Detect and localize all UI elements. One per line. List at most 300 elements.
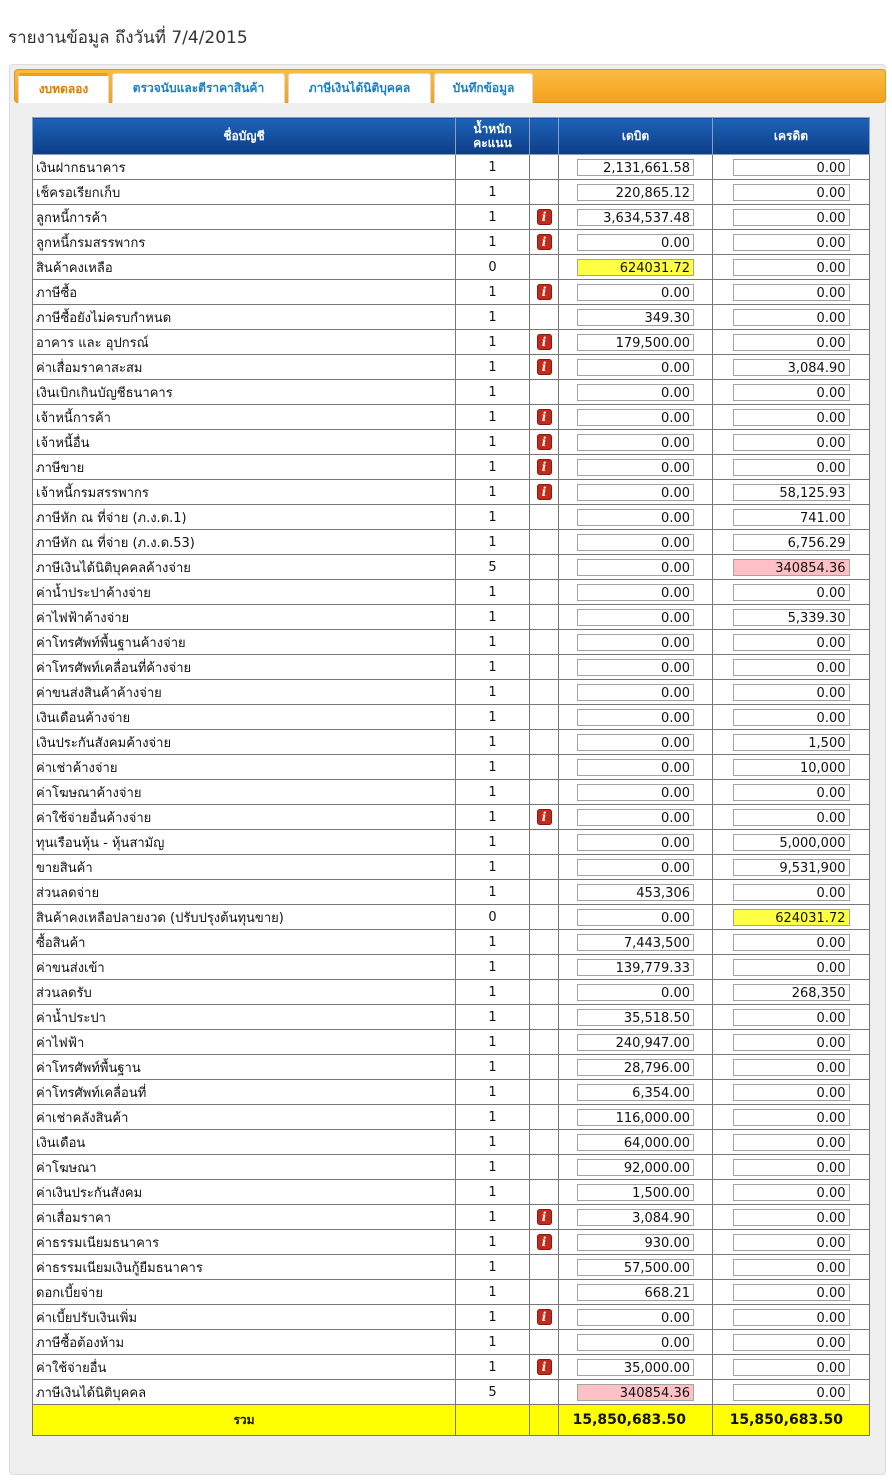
account-name: ภาษีหัก ณ ที่จ่าย (ภ.ง.ด.1) xyxy=(33,505,456,530)
debit-cell xyxy=(559,155,713,180)
debit-input[interactable]: 668.21 xyxy=(577,1284,694,1301)
debit-input[interactable]: 64,000.00 xyxy=(577,1134,694,1151)
credit-input[interactable]: 0.00 xyxy=(733,884,850,901)
credit-input[interactable]: 0.00 xyxy=(733,434,850,451)
credit-input[interactable]: 0.00 xyxy=(733,259,850,276)
table-row xyxy=(33,805,870,830)
account-name: เงินเดือน xyxy=(33,1130,456,1155)
table-row xyxy=(33,1155,870,1180)
credit-input[interactable]: 1,500 xyxy=(733,734,850,751)
credit-input[interactable]: 10,000 xyxy=(733,759,850,776)
table-row xyxy=(33,255,870,280)
table-row xyxy=(33,1230,870,1255)
weight-score: 1 xyxy=(456,1230,530,1255)
weight-score: 1 xyxy=(456,1130,530,1155)
info-icon[interactable]: i xyxy=(537,359,552,375)
weight-score: 1 xyxy=(456,1055,530,1080)
debit-cell xyxy=(559,1230,713,1255)
credit-input[interactable]: 5,000,000 xyxy=(733,834,850,851)
account-name: ภาษีเงินได้นิติบุคคล xyxy=(33,1380,456,1405)
account-name: ค่าโทรศัพท์พื้นฐานค้างจ่าย xyxy=(33,630,456,655)
table-row xyxy=(33,1005,870,1030)
debit-input[interactable]: 0.00 xyxy=(577,1334,694,1351)
debit-input[interactable]: 3,084.90 xyxy=(577,1209,694,1226)
weight-score: 1 xyxy=(456,680,530,705)
weight-score: 1 xyxy=(456,1180,530,1205)
credit-input[interactable]: 0.00 xyxy=(733,1159,850,1176)
credit-cell xyxy=(713,805,870,830)
debit-cell xyxy=(559,955,713,980)
info-cell xyxy=(530,880,559,905)
info-icon[interactable]: i xyxy=(537,459,552,475)
header-account: ชื่อบัญชี xyxy=(33,118,456,155)
credit-cell xyxy=(713,955,870,980)
debit-cell xyxy=(559,1280,713,1305)
account-name: ค่าเช่าค้างจ่าย xyxy=(33,755,456,780)
info-icon[interactable]: i xyxy=(537,1209,552,1225)
debit-input[interactable]: 0.00 xyxy=(577,484,694,501)
table-row xyxy=(33,880,870,905)
debit-input[interactable]: 0.00 xyxy=(577,534,694,551)
credit-cell xyxy=(713,1180,870,1205)
credit-input[interactable]: 268,350 xyxy=(733,984,850,1001)
credit-input[interactable]: 0.00 xyxy=(733,1084,850,1101)
info-cell xyxy=(530,605,559,630)
weight-score: 1 xyxy=(456,980,530,1005)
debit-input[interactable]: 0.00 xyxy=(577,809,694,826)
credit-input[interactable]: 6,756.29 xyxy=(733,534,850,551)
debit-input[interactable]: 7,443,500 xyxy=(577,934,694,951)
tab-stock-count[interactable]: ตรวจนับและตีราคาสินค้า xyxy=(112,73,285,103)
credit-input[interactable]: 0.00 xyxy=(733,784,850,801)
credit-input[interactable]: 0.00 xyxy=(733,659,850,676)
credit-input[interactable]: 0.00 xyxy=(733,809,850,826)
debit-cell xyxy=(559,655,713,680)
debit-input[interactable]: 0.00 xyxy=(577,859,694,876)
info-cell xyxy=(530,405,559,430)
table-row xyxy=(33,155,870,180)
account-name: ภาษีซื้อ xyxy=(33,280,456,305)
info-icon[interactable]: i xyxy=(537,1234,552,1250)
weight-score: 1 xyxy=(456,505,530,530)
info-cell xyxy=(530,280,559,305)
account-name: ค่าธรรมเนียมเงินกู้ยืมธนาคาร xyxy=(33,1255,456,1280)
info-cell xyxy=(530,1180,559,1205)
debit-input[interactable]: 0.00 xyxy=(577,409,694,426)
debit-cell xyxy=(559,1305,713,1330)
tab-trial-balance[interactable]: งบทดลอง xyxy=(18,73,109,103)
credit-input[interactable]: 0.00 xyxy=(733,1209,850,1226)
info-cell xyxy=(530,1030,559,1055)
credit-input[interactable]: 0.00 xyxy=(733,159,850,176)
info-cell xyxy=(530,905,559,930)
credit-input[interactable]: 5,339.30 xyxy=(733,609,850,626)
table-row xyxy=(33,730,870,755)
weight-score: 1 xyxy=(456,180,530,205)
debit-cell xyxy=(559,405,713,430)
total-row xyxy=(33,1405,870,1436)
table-row xyxy=(33,555,870,580)
debit-input[interactable]: 57,500.00 xyxy=(577,1259,694,1276)
debit-input[interactable]: 0.00 xyxy=(577,834,694,851)
table-row xyxy=(33,1105,870,1130)
debit-cell xyxy=(559,830,713,855)
credit-cell xyxy=(713,155,870,180)
report-panel xyxy=(9,64,886,1475)
table-row xyxy=(33,1180,870,1205)
weight-score: 1 xyxy=(456,1255,530,1280)
debit-cell xyxy=(559,355,713,380)
debit-input[interactable]: 0.00 xyxy=(577,234,694,251)
weight-score: 1 xyxy=(456,630,530,655)
credit-input[interactable]: 0.00 xyxy=(733,584,850,601)
debit-cell xyxy=(559,630,713,655)
info-cell xyxy=(530,1380,559,1405)
debit-input[interactable]: 139,779.33 xyxy=(577,959,694,976)
debit-input[interactable]: 28,796.00 xyxy=(577,1059,694,1076)
debit-cell xyxy=(559,305,713,330)
credit-input[interactable]: 0.00 xyxy=(733,209,850,226)
credit-input[interactable]: 0.00 xyxy=(733,309,850,326)
header-weight xyxy=(456,118,530,155)
credit-cell xyxy=(713,305,870,330)
debit-input[interactable]: 0.00 xyxy=(577,284,694,301)
total-info-cell xyxy=(530,1405,559,1436)
table-row xyxy=(33,1030,870,1055)
header-weight-line2: คะแนน xyxy=(473,136,512,150)
table-row xyxy=(33,1055,870,1080)
debit-cell xyxy=(559,880,713,905)
info-cell xyxy=(530,1055,559,1080)
info-icon[interactable]: i xyxy=(537,484,552,500)
credit-input[interactable]: 0.00 xyxy=(733,1384,850,1401)
table-row xyxy=(33,530,870,555)
weight-score: 1 xyxy=(456,705,530,730)
debit-cell xyxy=(559,1330,713,1355)
debit-cell xyxy=(559,280,713,305)
table-row xyxy=(33,405,870,430)
info-cell xyxy=(530,530,559,555)
info-cell xyxy=(530,980,559,1005)
info-icon[interactable]: i xyxy=(537,234,552,250)
table-row xyxy=(33,1330,870,1355)
info-icon[interactable]: i xyxy=(537,434,552,450)
info-cell xyxy=(530,855,559,880)
debit-input[interactable]: 1,500.00 xyxy=(577,1184,694,1201)
info-icon[interactable]: i xyxy=(537,334,552,350)
credit-cell xyxy=(713,1305,870,1330)
weight-score: 1 xyxy=(456,1030,530,1055)
table-row xyxy=(33,305,870,330)
weight-score: 0 xyxy=(456,255,530,280)
debit-cell xyxy=(559,905,713,930)
table-row xyxy=(33,1205,870,1230)
info-cell xyxy=(530,1255,559,1280)
account-name: เจ้าหนี้การค้า xyxy=(33,405,456,430)
credit-input[interactable]: 0.00 xyxy=(733,284,850,301)
weight-score: 5 xyxy=(456,1380,530,1405)
credit-cell xyxy=(713,1030,870,1055)
credit-input[interactable]: 58,125.93 xyxy=(733,484,850,501)
debit-cell xyxy=(559,780,713,805)
credit-input[interactable]: 0.00 xyxy=(733,384,850,401)
credit-cell xyxy=(713,480,870,505)
credit-cell xyxy=(713,855,870,880)
credit-cell xyxy=(713,380,870,405)
total-credit: 15,850,683.50 xyxy=(713,1405,870,1436)
credit-cell xyxy=(713,1155,870,1180)
info-cell xyxy=(530,930,559,955)
debit-cell xyxy=(559,680,713,705)
weight-score: 1 xyxy=(456,1080,530,1105)
debit-cell xyxy=(559,805,713,830)
info-icon[interactable]: i xyxy=(537,209,552,225)
debit-input[interactable]: 0.00 xyxy=(577,759,694,776)
account-name: ภาษีเงินได้นิติบุคคลค้างจ่าย xyxy=(33,555,456,580)
credit-cell xyxy=(713,1280,870,1305)
credit-input[interactable]: 340854.36 xyxy=(733,559,850,576)
weight-score: 1 xyxy=(456,1205,530,1230)
credit-input[interactable]: 0.00 xyxy=(733,1009,850,1026)
header-credit: เครดิต xyxy=(713,118,870,155)
info-cell xyxy=(530,1080,559,1105)
debit-cell xyxy=(559,1130,713,1155)
credit-input[interactable]: 0.00 xyxy=(733,1334,850,1351)
weight-score: 1 xyxy=(456,1005,530,1030)
credit-input[interactable]: 0.00 xyxy=(733,1234,850,1251)
credit-input[interactable]: 0.00 xyxy=(733,934,850,951)
account-name: ภาษีซื้อยังไม่ครบกำหนด xyxy=(33,305,456,330)
account-name: ลูกหนี้กรมสรรพากร xyxy=(33,230,456,255)
debit-input[interactable]: 0.00 xyxy=(577,709,694,726)
debit-input[interactable]: 6,354.00 xyxy=(577,1084,694,1101)
credit-cell xyxy=(713,1055,870,1080)
debit-input[interactable]: 35,518.50 xyxy=(577,1009,694,1026)
table-row xyxy=(33,1305,870,1330)
debit-input[interactable]: 624031.72 xyxy=(577,259,694,276)
debit-input[interactable]: 0.00 xyxy=(577,609,694,626)
debit-cell xyxy=(559,430,713,455)
info-cell xyxy=(530,580,559,605)
info-cell xyxy=(530,1330,559,1355)
debit-cell xyxy=(559,230,713,255)
credit-input[interactable]: 0.00 xyxy=(733,1259,850,1276)
credit-input[interactable]: 0.00 xyxy=(733,1284,850,1301)
info-icon[interactable]: i xyxy=(537,409,552,425)
credit-input[interactable]: 624031.72 xyxy=(733,909,850,926)
debit-input[interactable]: 240,947.00 xyxy=(577,1034,694,1051)
info-icon[interactable]: i xyxy=(537,284,552,300)
info-cell xyxy=(530,1005,559,1030)
credit-input[interactable]: 0.00 xyxy=(733,1034,850,1051)
weight-score: 1 xyxy=(456,855,530,880)
credit-input[interactable]: 0.00 xyxy=(733,1134,850,1151)
debit-input[interactable]: 0.00 xyxy=(577,684,694,701)
tab-corporate-tax[interactable]: ภาษีเงินได้นิติบุคคล xyxy=(288,73,431,103)
debit-input[interactable]: 0.00 xyxy=(577,459,694,476)
weight-score: 1 xyxy=(456,155,530,180)
info-cell xyxy=(530,555,559,580)
debit-input[interactable]: 35,000.00 xyxy=(577,1359,694,1376)
info-cell xyxy=(530,1230,559,1255)
account-name: ค่าเช่าคลังสินค้า xyxy=(33,1105,456,1130)
credit-input[interactable]: 0.00 xyxy=(733,1309,850,1326)
tab-save-data[interactable]: บันทึกข้อมูล xyxy=(434,73,533,103)
table-row xyxy=(33,355,870,380)
table-body xyxy=(33,155,870,1405)
credit-cell xyxy=(713,1355,870,1380)
credit-input[interactable]: 0.00 xyxy=(733,1359,850,1376)
credit-cell xyxy=(713,1105,870,1130)
debit-input[interactable]: 0.00 xyxy=(577,359,694,376)
debit-input[interactable]: 0.00 xyxy=(577,734,694,751)
account-name: สินค้าคงเหลือปลายงวด (ปรับปรุงต้นทุนขาย) xyxy=(33,905,456,930)
debit-cell xyxy=(559,1055,713,1080)
debit-input[interactable]: 92,000.00 xyxy=(577,1159,694,1176)
debit-cell xyxy=(559,930,713,955)
credit-input[interactable]: 0.00 xyxy=(733,459,850,476)
debit-input[interactable]: 0.00 xyxy=(577,659,694,676)
debit-cell xyxy=(559,555,713,580)
weight-score: 1 xyxy=(456,280,530,305)
debit-input[interactable]: 2,131,661.58 xyxy=(577,159,694,176)
debit-input[interactable]: 930.00 xyxy=(577,1234,694,1251)
table-row xyxy=(33,930,870,955)
account-name: ลูกหนี้การค้า xyxy=(33,205,456,230)
debit-input[interactable]: 220,865.12 xyxy=(577,184,694,201)
account-name: ขายสินค้า xyxy=(33,855,456,880)
debit-input[interactable]: 0.00 xyxy=(577,434,694,451)
weight-score: 1 xyxy=(456,305,530,330)
debit-cell xyxy=(559,205,713,230)
debit-input[interactable]: 0.00 xyxy=(577,634,694,651)
table-row xyxy=(33,380,870,405)
debit-cell xyxy=(559,530,713,555)
debit-input[interactable]: 0.00 xyxy=(577,559,694,576)
account-name: ค่าเสื่อมราคา xyxy=(33,1205,456,1230)
info-icon[interactable]: i xyxy=(537,1359,552,1375)
account-name: ทุนเรือนหุ้น - หุ้นสามัญ xyxy=(33,830,456,855)
table-row xyxy=(33,855,870,880)
weight-score: 1 xyxy=(456,480,530,505)
credit-input[interactable]: 0.00 xyxy=(733,1109,850,1126)
credit-input[interactable]: 0.00 xyxy=(733,709,850,726)
weight-score: 1 xyxy=(456,355,530,380)
account-name: ค่าน้ำประปา xyxy=(33,1005,456,1030)
table-row xyxy=(33,705,870,730)
debit-input[interactable]: 340854.36 xyxy=(577,1384,694,1401)
info-cell xyxy=(530,655,559,680)
credit-cell xyxy=(713,605,870,630)
debit-input[interactable]: 0.00 xyxy=(577,584,694,601)
total-debit: 15,850,683.50 xyxy=(559,1405,713,1436)
account-name: ภาษีหัก ณ ที่จ่าย (ภ.ง.ด.53) xyxy=(33,530,456,555)
weight-score: 0 xyxy=(456,905,530,930)
debit-input[interactable]: 0.00 xyxy=(577,909,694,926)
debit-input[interactable]: 0.00 xyxy=(577,1309,694,1326)
debit-cell xyxy=(559,1180,713,1205)
credit-cell xyxy=(713,355,870,380)
header-info xyxy=(530,118,559,155)
weight-score: 1 xyxy=(456,780,530,805)
credit-input[interactable]: 0.00 xyxy=(733,1184,850,1201)
credit-input[interactable]: 0.00 xyxy=(733,184,850,201)
credit-cell xyxy=(713,905,870,930)
account-name: เงินฝากธนาคาร xyxy=(33,155,456,180)
weight-score: 1 xyxy=(456,880,530,905)
info-icon[interactable]: i xyxy=(537,809,552,825)
table-row xyxy=(33,480,870,505)
debit-cell xyxy=(559,505,713,530)
debit-input[interactable]: 0.00 xyxy=(577,509,694,526)
account-name: ค่าไฟฟ้าค้างจ่าย xyxy=(33,605,456,630)
credit-cell xyxy=(713,405,870,430)
account-name: ค่าขนส่งสินค้าค้างจ่าย xyxy=(33,680,456,705)
debit-input[interactable]: 179,500.00 xyxy=(577,334,694,351)
info-cell xyxy=(530,1130,559,1155)
info-icon[interactable]: i xyxy=(537,1309,552,1325)
debit-input[interactable]: 0.00 xyxy=(577,784,694,801)
credit-cell xyxy=(713,530,870,555)
credit-input[interactable]: 0.00 xyxy=(733,684,850,701)
weight-score: 1 xyxy=(456,1155,530,1180)
account-name: ค่าน้ำประปาค้างจ่าย xyxy=(33,580,456,605)
weight-score: 1 xyxy=(456,1330,530,1355)
credit-cell xyxy=(713,755,870,780)
weight-score: 1 xyxy=(456,805,530,830)
table-row xyxy=(33,1280,870,1305)
account-name: ค่าขนส่งเข้า xyxy=(33,955,456,980)
total-weight-cell xyxy=(456,1405,530,1436)
weight-score: 1 xyxy=(456,430,530,455)
debit-input[interactable]: 0.00 xyxy=(577,984,694,1001)
debit-input[interactable]: 3,634,537.48 xyxy=(577,209,694,226)
credit-input[interactable]: 9,531,900 xyxy=(733,859,850,876)
credit-cell xyxy=(713,330,870,355)
credit-input[interactable]: 0.00 xyxy=(733,409,850,426)
table-row xyxy=(33,680,870,705)
weight-score: 1 xyxy=(456,655,530,680)
account-name: เงินเบิกเกินบัญชีธนาคาร xyxy=(33,380,456,405)
debit-input[interactable]: 116,000.00 xyxy=(577,1109,694,1126)
debit-input[interactable]: 0.00 xyxy=(577,384,694,401)
debit-input[interactable]: 453,306 xyxy=(577,884,694,901)
info-cell xyxy=(530,1280,559,1305)
account-name: สินค้าคงเหลือ xyxy=(33,255,456,280)
table-row xyxy=(33,980,870,1005)
credit-input[interactable]: 0.00 xyxy=(733,634,850,651)
credit-input[interactable]: 0.00 xyxy=(733,959,850,976)
credit-cell xyxy=(713,1205,870,1230)
info-cell xyxy=(530,1355,559,1380)
debit-cell xyxy=(559,705,713,730)
credit-cell xyxy=(713,505,870,530)
debit-input[interactable]: 349.30 xyxy=(577,309,694,326)
credit-input[interactable]: 3,084.90 xyxy=(733,359,850,376)
weight-score: 1 xyxy=(456,1355,530,1380)
account-name: ค่าไฟฟ้า xyxy=(33,1030,456,1055)
credit-cell xyxy=(713,980,870,1005)
credit-input[interactable]: 0.00 xyxy=(733,334,850,351)
credit-cell xyxy=(713,830,870,855)
credit-input[interactable]: 0.00 xyxy=(733,1059,850,1076)
credit-input[interactable]: 741.00 xyxy=(733,509,850,526)
weight-score: 1 xyxy=(456,330,530,355)
info-cell xyxy=(530,1305,559,1330)
credit-input[interactable]: 0.00 xyxy=(733,234,850,251)
weight-score: 1 xyxy=(456,530,530,555)
weight-score: 1 xyxy=(456,455,530,480)
